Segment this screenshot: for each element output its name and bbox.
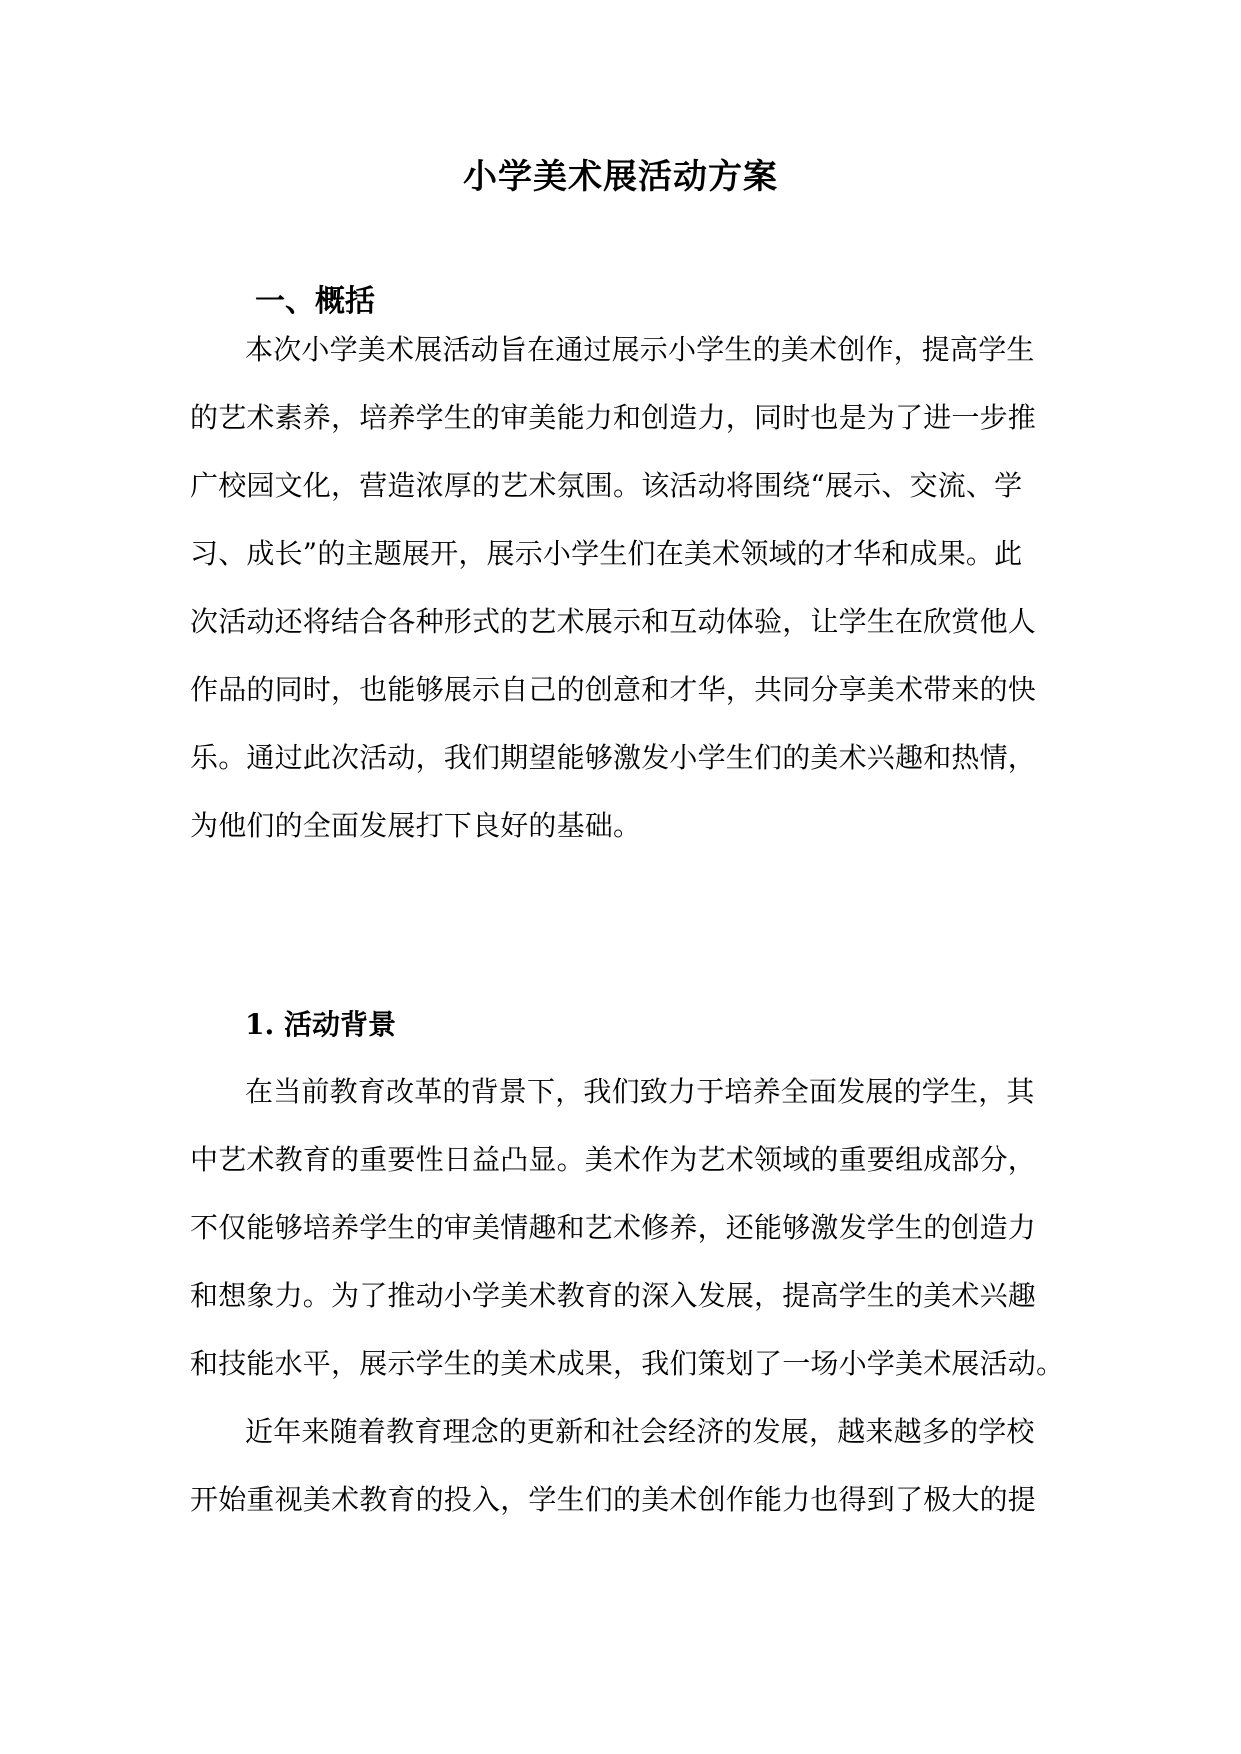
paragraph-line: 本次小学美术展活动旨在通过展示小学生的美术创作，提高学生: [245, 333, 1035, 366]
paragraph-line: 作品的同时，也能够展示自己的创意和才华，共同分享美术带来的快: [190, 673, 1037, 706]
paragraph-line: 开始重视美术教育的投入，学生们的美术创作能力也得到了极大的提: [190, 1483, 1037, 1516]
paragraph-line: 不仅能够培养学生的审美情趣和艺术修养，还能够激发学生的创造力: [190, 1211, 1037, 1244]
paragraph-line: 为他们的全面发展打下良好的基础。: [190, 809, 642, 842]
paragraph-line: 近年来随着教育理念的更新和社会经济的发展，越来越多的学校: [245, 1415, 1035, 1448]
paragraph-line: 的艺术素养，培养学生的审美能力和创造力，同时也是为了进一步推: [190, 401, 1037, 434]
paragraph-line: 和技能水平，展示学生的美术成果，我们策划了一场小学美术展活动。: [190, 1347, 1065, 1380]
paragraph-line: 次活动还将结合各种形式的艺术展示和互动体验，让学生在欣赏他人: [190, 605, 1037, 638]
paragraph-line: 在当前教育改革的背景下，我们致力于培养全面发展的学生，其: [245, 1075, 1035, 1108]
section-heading-background: 1. 活动背景: [245, 1008, 396, 1041]
paragraph-line: 习、成长”的主题展开，展示小学生们在美术领域的才华和成果。此: [190, 537, 1023, 570]
document-title: 小学美术展活动方案: [463, 157, 778, 197]
paragraph-line: 广校园文化，营造浓厚的艺术氛围。该活动将围绕“展示、交流、学: [190, 469, 1023, 502]
paragraph-line: 和想象力。为了推动小学美术教育的深入发展，提高学生的美术兴趣: [190, 1279, 1037, 1312]
paragraph-line: 乐。通过此次活动，我们期望能够激发小学生们的美术兴趣和热情，: [190, 741, 1037, 774]
paragraph-line: 中艺术教育的重要性日益凸显。美术作为艺术领域的重要组成部分，: [190, 1143, 1037, 1176]
section-heading-overview: 一、概括: [255, 284, 375, 319]
